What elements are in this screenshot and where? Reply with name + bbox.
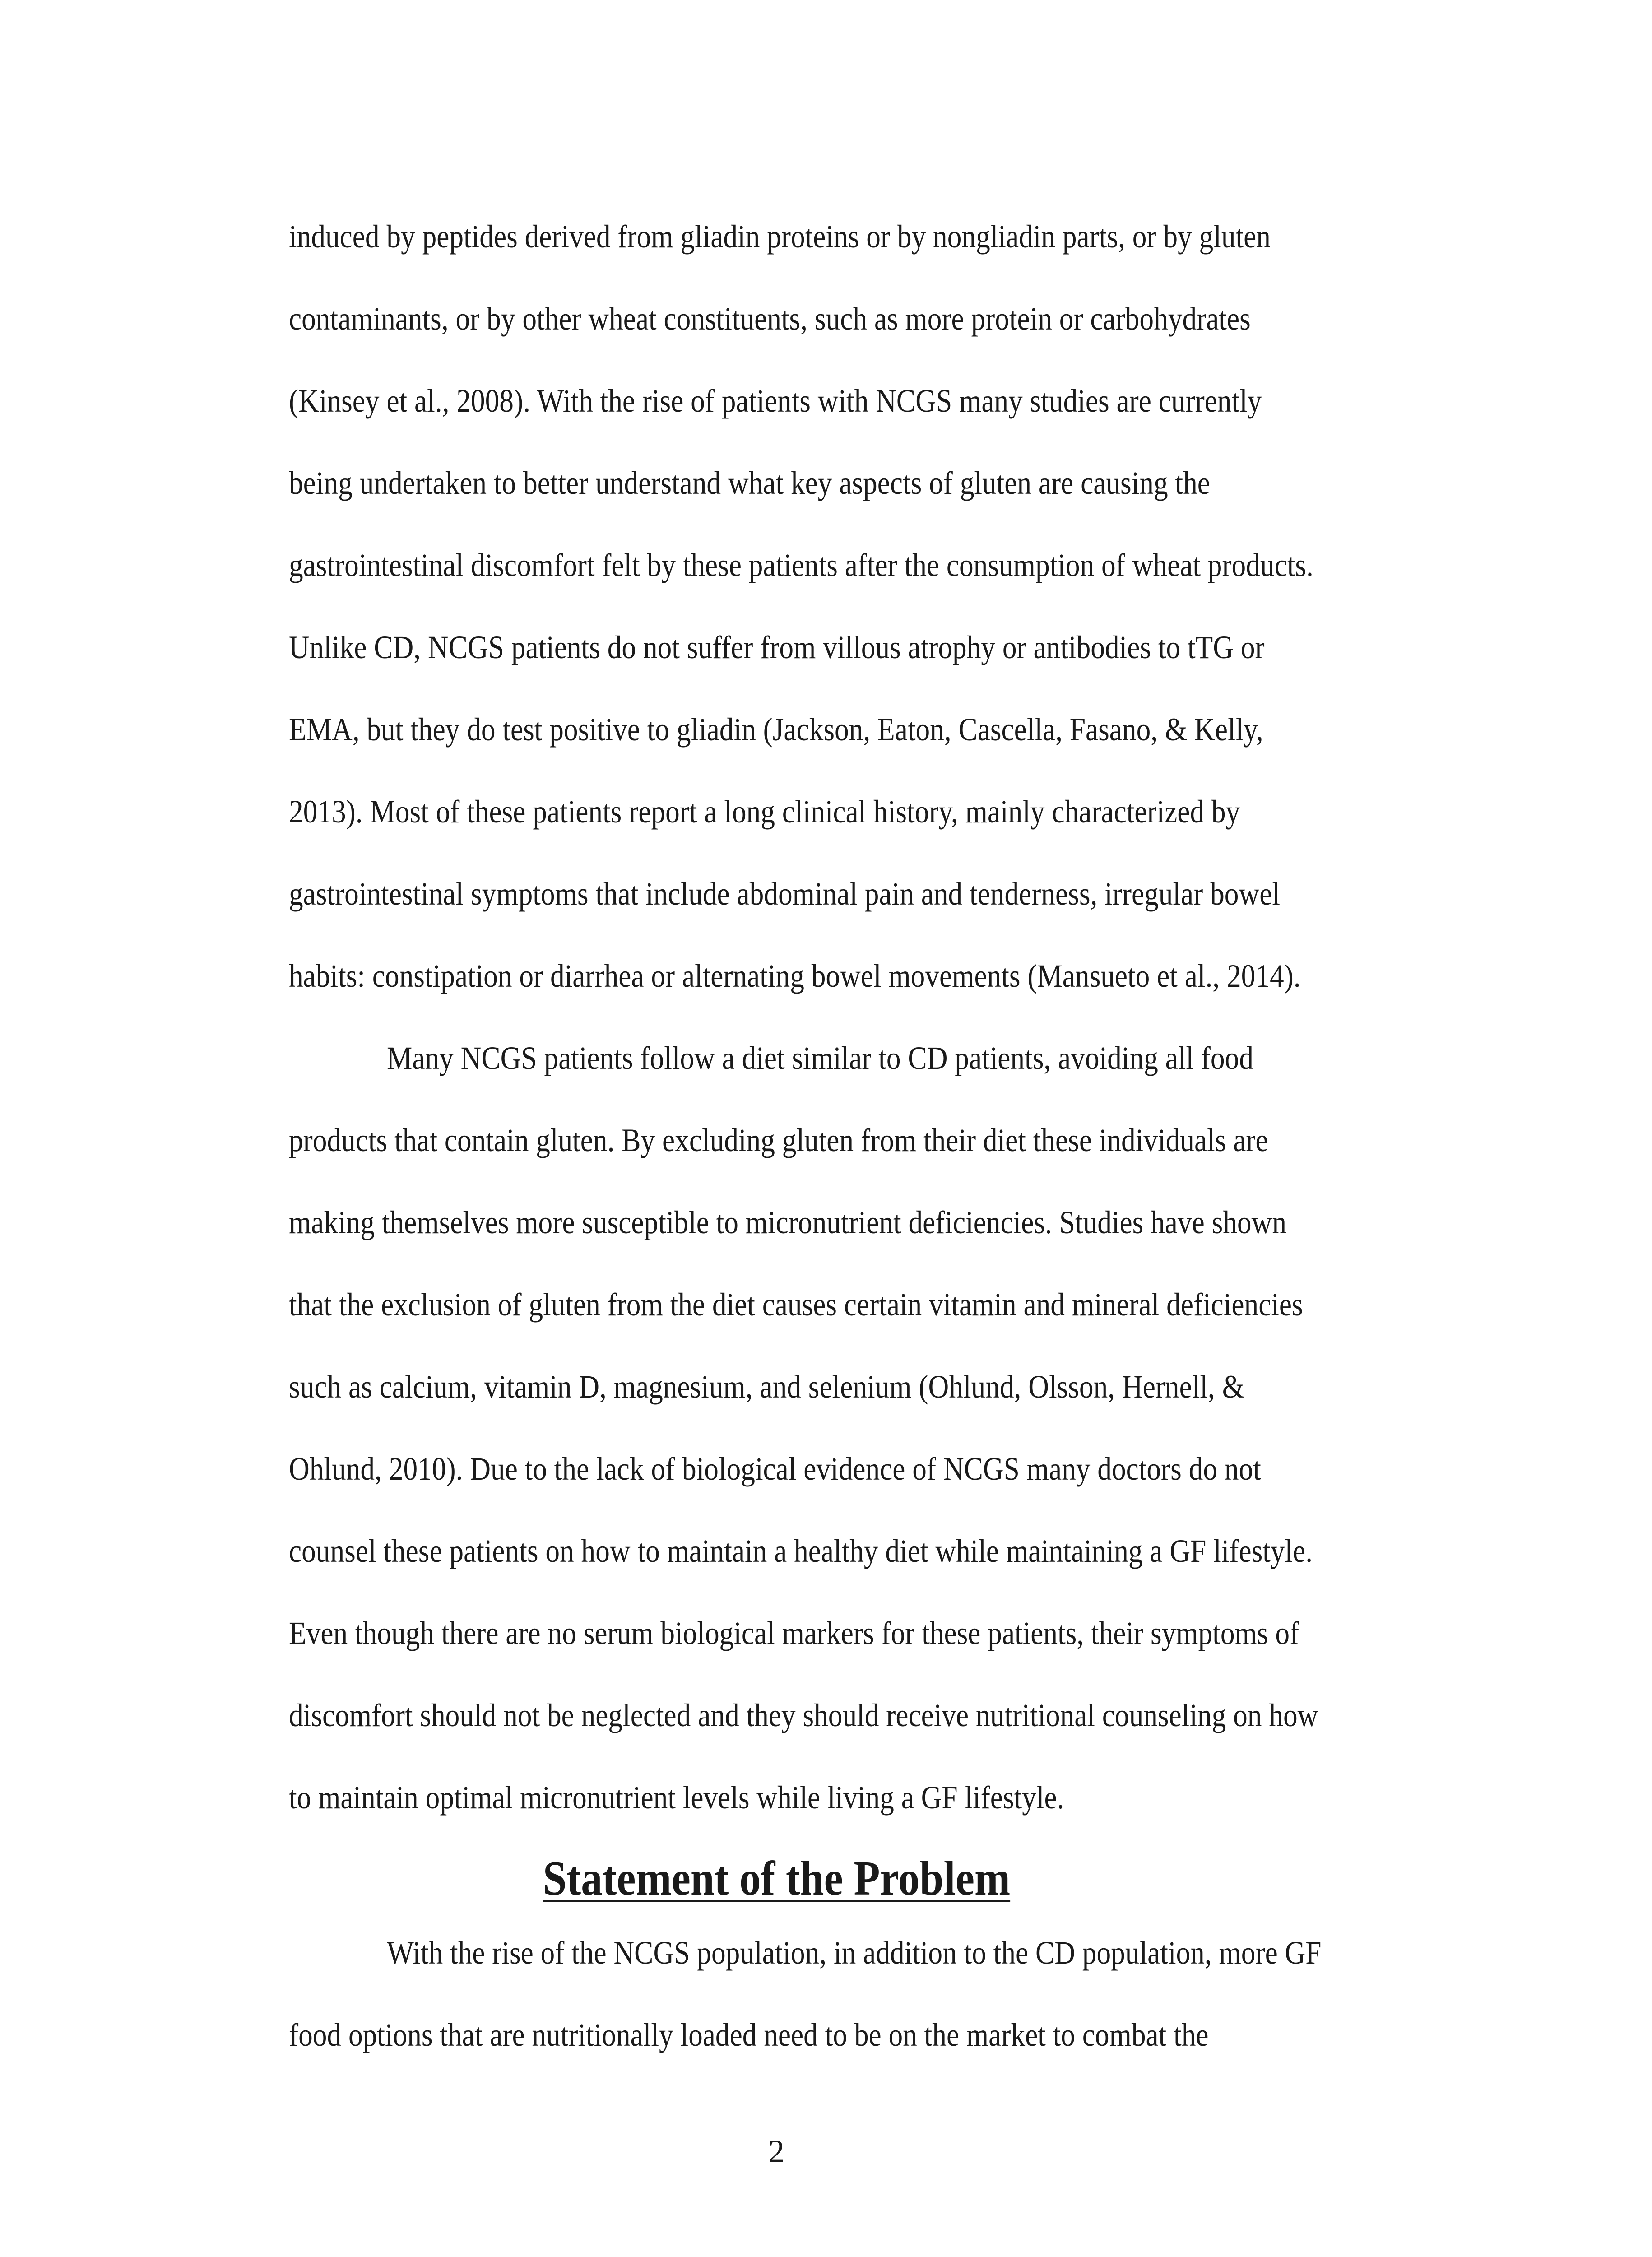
text-line: contaminants, or by other wheat constituents, such as more protein or carbohydrates bbox=[289, 301, 1251, 337]
text-line: EMA, but they do test positive to gliadin (Jackson, Eaton, Cascella, Fasano, & Kelly, bbox=[289, 711, 1263, 748]
text-line: such as calcium, vitamin D, magnesium, and selenium (Ohlund, Olsson, Hernell, & bbox=[289, 1369, 1244, 1405]
text-line: Many NCGS patients follow a diet similar to CD patients, avoiding all food bbox=[387, 1040, 1253, 1076]
text-line: counsel these patients on how to maintain a healthy diet while maintaining a GF lifestyle. bbox=[289, 1533, 1313, 1569]
text-line: induced by peptides derived from gliadin proteins or by nongliadin parts, or by gluten bbox=[289, 218, 1271, 255]
section-heading bbox=[0, 1854, 1652, 1903]
text-line: (Kinsey et al., 2008). With the rise of patients with NCGS many studies are currently bbox=[289, 383, 1262, 419]
text-line: habits: constipation or diarrhea or alternating bowel movements (Mansueto et al., 2014). bbox=[289, 958, 1301, 994]
text-line: Ohlund, 2010). Due to the lack of biological evidence of NCGS many doctors do not bbox=[289, 1451, 1261, 1487]
text-line: gastrointestinal discomfort felt by these patients after the consumption of wheat products. bbox=[289, 547, 1313, 583]
text-line: discomfort should not be neglected and they should receive nutritional counseling on how bbox=[289, 1697, 1318, 1733]
text-line: that the exclusion of gluten from the diet causes certain vitamin and mineral deficiencies bbox=[289, 1286, 1303, 1323]
text-line: food options that are nutritionally loaded need to be on the market to combat the bbox=[289, 2017, 1209, 2053]
text-line: 2013). Most of these patients report a long clinical history, mainly characterized by bbox=[289, 794, 1240, 830]
text-line: to maintain optimal micronutrient levels while living a GF lifestyle. bbox=[289, 1779, 1064, 1816]
section-heading-text: Statement of the Problem bbox=[543, 1852, 1010, 1905]
page-number bbox=[0, 2135, 1652, 2168]
text-line: making themselves more susceptible to micronutrient deficiencies. Studies have shown bbox=[289, 1204, 1287, 1240]
text-line: With the rise of the NCGS population, in addition to the CD population, more GF bbox=[387, 1935, 1322, 1971]
text-line: Unlike CD, NCGS patients do not suffer from villous atrophy or antibodies to tTG or bbox=[289, 629, 1265, 665]
page-number-text: 2 bbox=[768, 2133, 784, 2169]
text-line: gastrointestinal symptoms that include abdominal pain and tenderness, irregular bowel bbox=[289, 876, 1280, 912]
text-line: Even though there are no serum biological markers for these patients, their symptoms of bbox=[289, 1615, 1299, 1651]
text-line: products that contain gluten. By excluding gluten from their diet these individuals are bbox=[289, 1122, 1268, 1158]
text-line: being undertaken to better understand what key aspects of gluten are causing the bbox=[289, 465, 1210, 501]
